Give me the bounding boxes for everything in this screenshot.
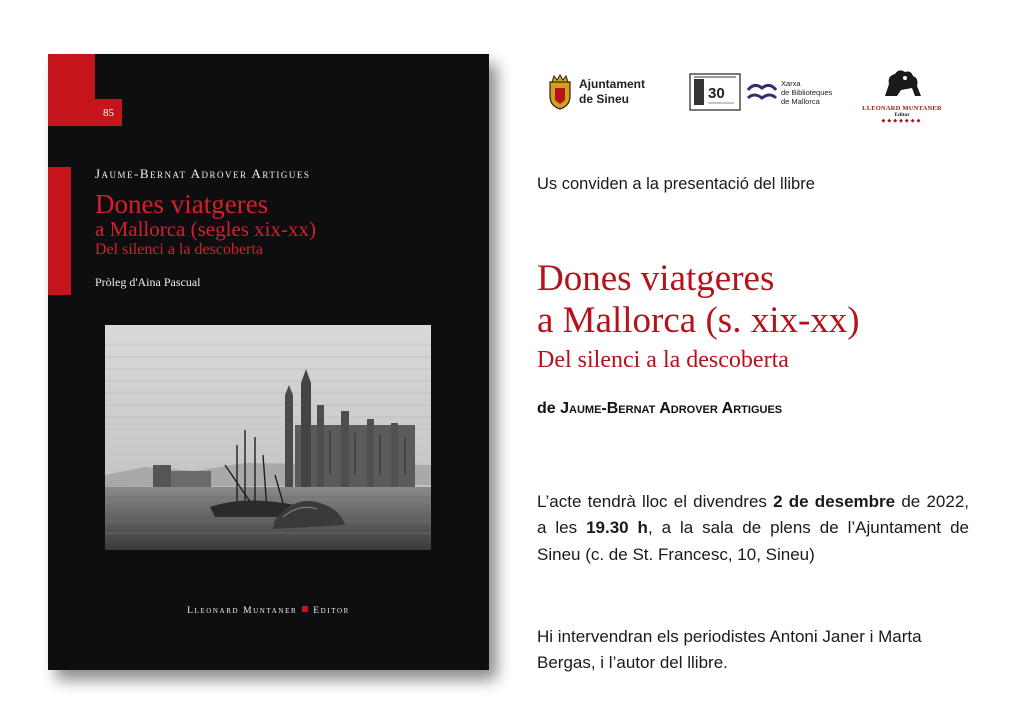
red-square-separator	[302, 606, 308, 612]
lion-icon	[877, 66, 927, 100]
lm-name: LLEONARD MUNTANER	[862, 105, 942, 112]
event-time: 19.30 h	[586, 518, 648, 538]
cover-subtitle: Del silenci a la descoberta	[95, 241, 263, 259]
series-number: 85	[95, 99, 122, 126]
biblioteca-30-logo	[689, 73, 741, 116]
xarxa-line1: Xarxa	[781, 79, 801, 88]
biblioteca-number: 30	[708, 85, 725, 102]
cover-publisher-editor: Editor	[313, 606, 350, 616]
xarxa-icon	[746, 82, 778, 104]
ajuntament-line1: Ajuntament	[579, 77, 645, 91]
cover-publisher	[48, 606, 489, 616]
cover-publisher-name: Lleonard Muntaner	[187, 606, 298, 616]
details-text-2: de 2022, a les	[537, 492, 969, 538]
details-text-1: L’acte tendrà lloc el divendres	[537, 492, 774, 511]
title-line2: a Mallorca (s. xix-xx)	[537, 299, 860, 341]
invitation-intro: Us conviden a la presentació del llibre	[537, 175, 815, 193]
byline-prefix: de	[537, 400, 556, 417]
details-text-3: , a la sala de plens de l’Ajuntament de Sineu (c. de St. Francesc, 10, Sineu)	[537, 518, 969, 564]
cover-title	[95, 190, 316, 259]
cover-red-bar	[48, 167, 71, 295]
byline-author: Jaume-Bernat Adrover Artigues	[560, 400, 783, 417]
lm-ornament: ◆◆◆◆◆◆◆	[881, 118, 923, 124]
lm-editor: Editor	[894, 112, 910, 118]
author-byline	[537, 400, 782, 418]
cover-illustration-palma-cathedral	[105, 325, 431, 550]
xarxa-line3: de Mallorca	[781, 97, 820, 106]
cover-red-block	[48, 54, 95, 126]
event-speakers: Hi intervendran els periodistes Antoni Janer i Marta Bergas, i l’autor del llibre.	[537, 627, 922, 673]
event-details	[537, 489, 969, 568]
event-date: 2 de desembre	[773, 492, 896, 511]
xarxa-line2: de Biblioteques	[781, 88, 833, 97]
ajuntament-line2: de Sineu	[579, 92, 630, 106]
engraving-image	[105, 325, 431, 550]
cover-title-line1: Dones viatgeres	[95, 189, 269, 219]
cover-title-line2: a Mallorca (segles xix-xx)	[95, 217, 317, 242]
title-subtitle: Del silenci a la descoberta	[537, 346, 789, 373]
lleonard-muntaner-logo	[862, 66, 942, 124]
book-title	[537, 258, 860, 374]
cover-prologue: Pròleg d'Aina Pascual	[95, 275, 201, 289]
ajuntament-sineu-logo	[546, 74, 645, 110]
coat-of-arms-icon	[546, 74, 574, 110]
cover-author: Jaume-Bernat Adrover Artigues	[95, 166, 311, 181]
title-line1: Dones viatgeres	[537, 258, 775, 299]
xarxa-biblioteques-logo	[746, 79, 832, 106]
book-cover	[48, 54, 489, 670]
biblioteca-anniversary-icon	[689, 73, 741, 111]
